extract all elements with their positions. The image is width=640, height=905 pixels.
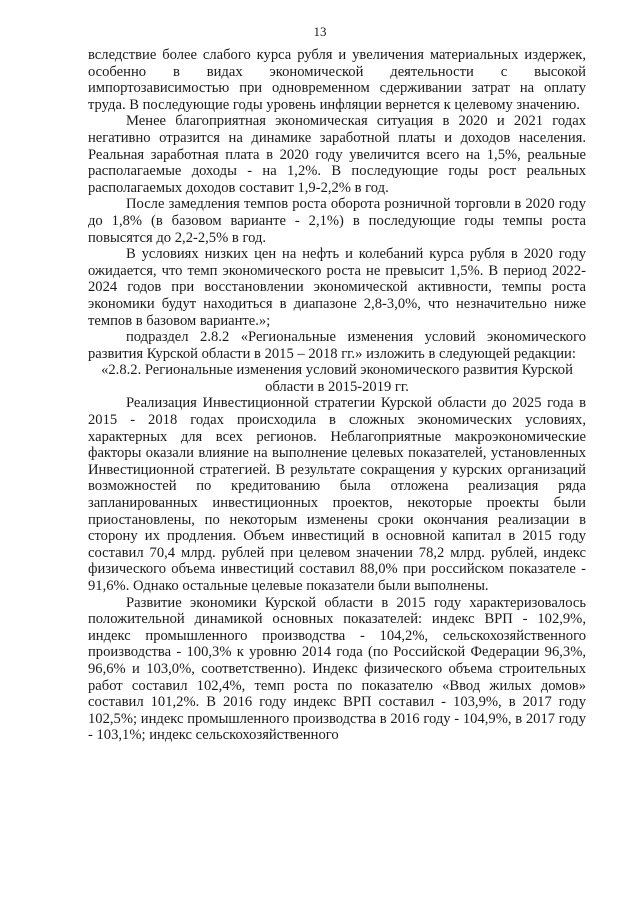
document-body (88, 47, 586, 744)
section-heading: «2.8.2. Региональные изменения условий экономического развития Курской области в 2015-2019 гг. (101, 362, 573, 395)
paragraph-2: Менее благоприятная экономическая ситуация в 2020 и 2021 годах негативно отразится на динамике заработной платы и доходов населения. Реальная заработная плата в 2020 году увеличится всего на 1,5%, реальные располагаемые доходы - на 1,2%. В последующие годы рост реальных располагаемых доходов составит 1,9-2,2% в год. (88, 113, 586, 196)
paragraph-5: подраздел 2.8.2 «Региональные изменения условий экономического развития Курской области в 2015 – 2018 гг.» изложить в следующей редакции: (88, 329, 586, 362)
page-number: 13 (313, 24, 327, 39)
paragraph-3: После замедления темпов роста оборота розничной торговли в 2020 году до 1,8% (в базовом варианте - 2,1%) в последующие годы темпы роста повысятся до 2,2-2,5% в год. (88, 196, 586, 246)
paragraph-7: Развитие экономики Курской области в 2015 году характеризовалось положительной динамикой основных показателей: индекс ВРП - 102,9%, индекс промышленного производства - 104,2%, сельскохозяйственного производства - 100,3% к уровню 2014 года (по Российской Федерации 96,3%, 96,6% и 103,0%, соответственно). Индекс физического объема строительных работ составил 102,4%, темп роста по показателю «Ввод жилых домов» составил 101,2%. В 2016 году индекс ВРП составил - 103,9%, в 2017 году 102,5%; индекс промышленного производства в 2016 году - 104,9%, в 2017 году - 103,1%; индекс сельскохозяйственного (88, 594, 586, 744)
paragraph-4: В условиях низких цен на нефть и колебаний курса рубля в 2020 году ожидается, что темп экономического роста не превысит 1,5%. В период 2022-2024 годов при восстановлении экономической активности, темпы роста экономики будут находиться в диапазоне 2,8-3,0%, что незначительно ниже темпов в базовом варианте.»; (88, 246, 586, 329)
paragraph-6: Реализация Инвестиционной стратегии Курской области до 2025 года в 2015 - 2018 годах происходила в сложных экономических условиях, характерных для всех регионов. Неблагоприятные макроэкономические факторы оказали влияние на выполнение целевых показателей, установленных Инвестиционной стратегией. В результате сокращения у курских организаций возможностей по кредитованию была отложена реализация ряда запланированных инвестиционных проектов, некоторые проекты были приостановлены, по некоторым изменены сроки окончания реализации в сторону их продления. Объем инвестиций в основной капитал в 2015 году составил 70,4 млрд. рублей при целевом значении 78,2 млрд. рублей, индекс физического объема инвестиций составил 88,0% при российском показателе - 91,6%. Однако остальные целевые показатели были выполнены. (88, 395, 586, 594)
paragraph-1: вследствие более слабого курса рубля и увеличения материальных издержек, особенно в видах экономической деятельности с высокой импортозависимостью при одновременном сдерживании затрат на оплату труда. В последующие годы уровень инфляции вернется к целевому значению. (88, 47, 586, 113)
